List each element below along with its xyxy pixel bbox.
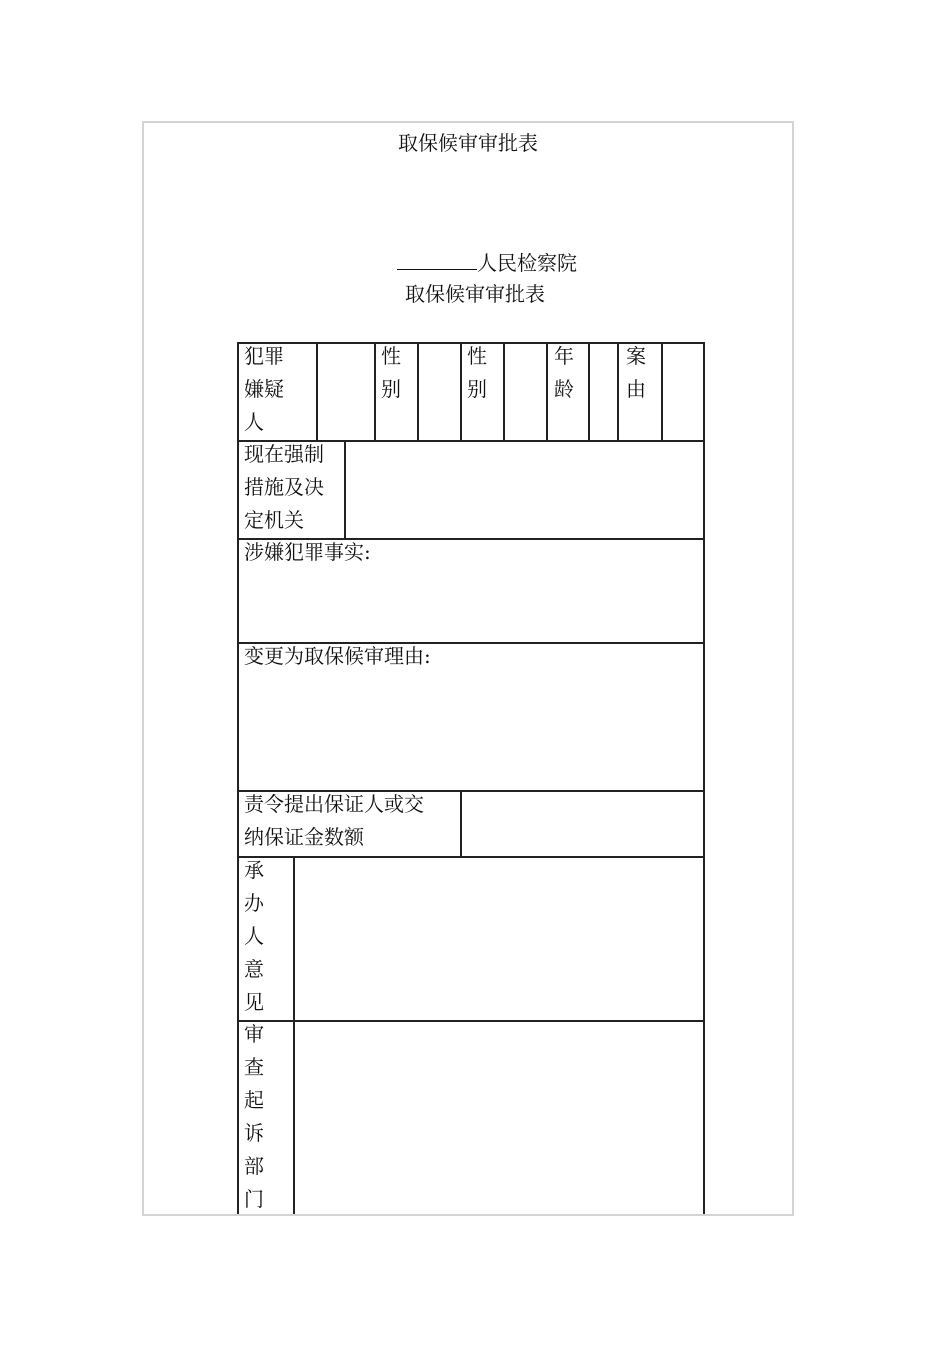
document-frame	[142, 121, 794, 1216]
document-header-title: 取保候审审批表	[398, 131, 538, 155]
table-row-divider	[237, 856, 704, 858]
table-col-divider	[460, 342, 462, 441]
table-col-divider	[316, 342, 318, 441]
bail-reason-label: 变更为取保候审理由:	[244, 644, 431, 668]
gender-label-1: 性 别	[381, 344, 401, 401]
table-col-divider	[588, 342, 590, 441]
table-col-divider	[546, 342, 548, 441]
table-border-right	[703, 342, 705, 1216]
age-label: 年 龄	[554, 344, 574, 401]
gender-label-2: 性 别	[467, 344, 487, 401]
criminal-facts-label: 涉嫌犯罪事实:	[244, 540, 371, 564]
guarantee-amount-label: 责令提出保证人或交 纳保证金数额	[244, 792, 424, 849]
table-col-divider	[374, 342, 376, 441]
form-title: 取保候审审批表	[405, 282, 545, 306]
table-col-divider	[417, 342, 419, 441]
current-measure-label: 现在强制 措施及决 定机关	[244, 442, 324, 532]
suspect-label: 犯罪 嫌疑 人	[244, 344, 284, 434]
table-col-divider	[460, 790, 462, 857]
table-col-divider	[344, 440, 346, 539]
procuratorate-suffix: 人民检察院	[477, 251, 577, 275]
procuratorate-line	[397, 247, 577, 276]
review-department-label: 审 查 起 诉 部 门	[244, 1022, 264, 1211]
handler-opinion-label: 承 办 人 意 见	[244, 858, 264, 1014]
table-row-divider	[237, 1020, 704, 1022]
table-col-divider	[661, 342, 663, 441]
table-col-divider	[617, 342, 619, 441]
procuratorate-name-blank[interactable]	[397, 251, 477, 270]
table-border-left	[237, 342, 239, 1216]
table-col-divider	[293, 856, 295, 1216]
case-label: 案 由	[626, 344, 646, 401]
table-col-divider	[503, 342, 505, 441]
